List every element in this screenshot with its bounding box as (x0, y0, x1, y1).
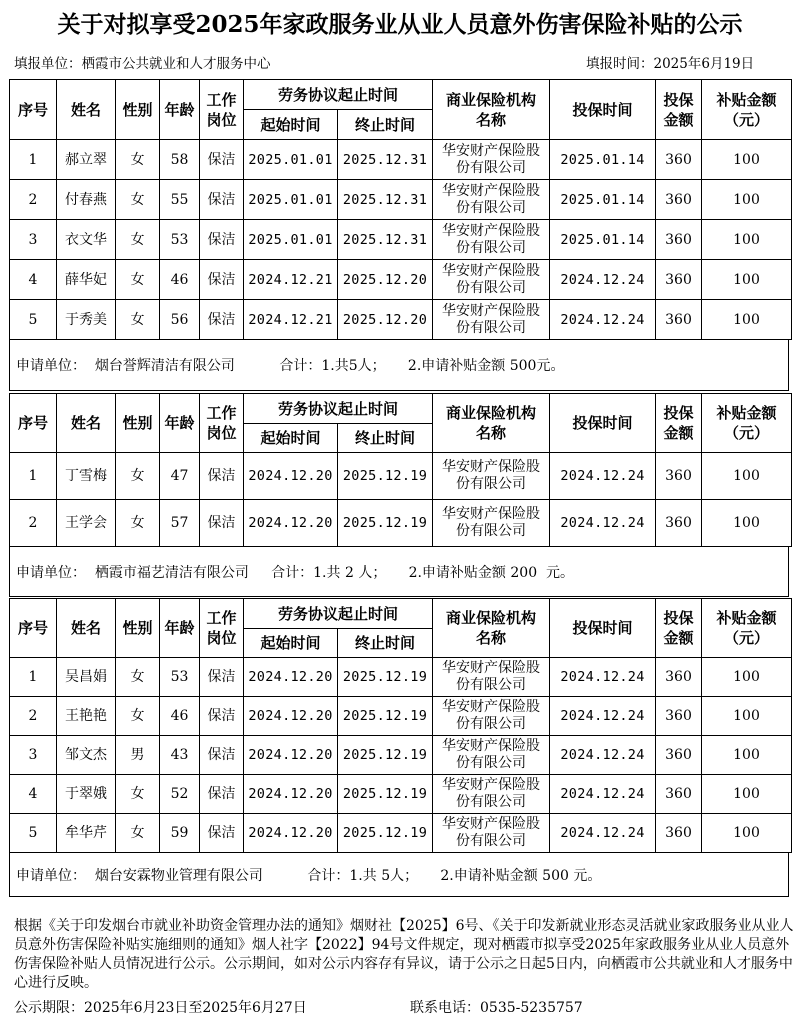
header-age: 年龄 (160, 80, 200, 140)
row-subsidy: 100 (702, 658, 792, 697)
header-contract-period: 劳务协议起止时间 (244, 599, 433, 629)
row-end-date: 2025.12.31 (338, 140, 433, 180)
row-no: 5 (10, 814, 57, 853)
row-age: 56 (160, 300, 200, 340)
header-premium: 投保金额 (656, 599, 702, 658)
header-end-date: 终止时间 (338, 629, 433, 658)
row-end-date: 2025.12.19 (338, 697, 433, 736)
row-subsidy: 100 (702, 300, 792, 340)
header-insurer: 商业保险机构名称 (433, 599, 550, 658)
row-start-date: 2024.12.20 (244, 736, 338, 775)
fill-unit: 填报单位：栖霞市公共就业和人才服务中心 (14, 56, 271, 72)
row-post: 保洁 (200, 658, 244, 697)
row-subsidy: 100 (702, 500, 792, 547)
row-gender: 女 (116, 260, 160, 300)
row-insurer: 华安财产保险股份有限公司 (433, 658, 550, 697)
row-premium: 360 (656, 697, 702, 736)
header-insurer: 商业保险机构名称 (433, 80, 550, 140)
row-insure-date: 2024.12.24 (550, 300, 656, 340)
row-start-date: 2025.01.01 (244, 140, 338, 180)
row-no: 3 (10, 220, 57, 260)
table-row (10, 658, 792, 697)
row-insurer: 华安财产保险股份有限公司 (433, 775, 550, 814)
row-end-date: 2025.12.31 (338, 220, 433, 260)
header-subsidy: 补贴金额（元） (702, 394, 792, 453)
row-no: 4 (10, 260, 57, 300)
row-gender: 女 (116, 814, 160, 853)
header-start-date: 起始时间 (244, 629, 338, 658)
row-gender: 女 (116, 453, 160, 500)
row-post: 保洁 (200, 814, 244, 853)
row-gender: 男 (116, 736, 160, 775)
row-premium: 360 (656, 300, 702, 340)
table-row (10, 180, 792, 220)
header-insure-date: 投保时间 (550, 599, 656, 658)
row-age: 46 (160, 260, 200, 300)
row-premium: 360 (656, 814, 702, 853)
row-subsidy: 100 (702, 453, 792, 500)
row-name: 王艳艳 (57, 697, 116, 736)
row-end-date: 2025.12.19 (338, 736, 433, 775)
row-end-date: 2025.12.19 (338, 500, 433, 547)
row-insure-date: 2024.12.24 (550, 775, 656, 814)
table-row (10, 220, 792, 260)
row-name: 于秀美 (57, 300, 116, 340)
header-name: 姓名 (57, 394, 116, 453)
row-premium: 360 (656, 220, 702, 260)
row-premium: 360 (656, 736, 702, 775)
row-subsidy: 100 (702, 140, 792, 180)
row-post: 保洁 (200, 300, 244, 340)
row-start-date: 2025.01.01 (244, 180, 338, 220)
row-no: 4 (10, 775, 57, 814)
row-subsidy: 100 (702, 697, 792, 736)
row-insurer: 华安财产保险股份有限公司 (433, 500, 550, 547)
header-contract-period: 劳务协议起止时间 (244, 394, 433, 424)
header-age: 年龄 (160, 599, 200, 658)
row-post: 保洁 (200, 453, 244, 500)
row-gender: 女 (116, 220, 160, 260)
row-no: 1 (10, 453, 57, 500)
table-row (10, 453, 792, 500)
table-row (10, 140, 792, 180)
row-age: 52 (160, 775, 200, 814)
row-insurer: 华安财产保险股份有限公司 (433, 814, 550, 853)
row-insurer: 华安财产保险股份有限公司 (433, 300, 550, 340)
row-age: 53 (160, 220, 200, 260)
row-gender: 女 (116, 140, 160, 180)
notice-text: 根据《关于印发烟台市就业补助资金管理办法的通知》烟财社【2025】6号、《关于印发新就业形态灵活就业家政服务业从业人员意外伤害保险补贴实施细则的通知》烟人社字【2022】94号文件规定，现对栖霞市拟享受2025年家政服务业从业人员意外伤害保险补贴人员情况进行公示。公示期间，如对公示内容存有异议，请于公示之日起5日内，向栖霞市公共就业和人才服务中心进行反映。 (14, 918, 794, 991)
row-start-date: 2024.12.21 (244, 260, 338, 300)
row-insure-date: 2025.01.14 (550, 140, 656, 180)
header-gender: 性别 (116, 394, 160, 453)
header-no: 序号 (10, 80, 57, 140)
row-name: 于翠娥 (57, 775, 116, 814)
subsidy-table (9, 79, 792, 340)
row-end-date: 2025.12.19 (338, 814, 433, 853)
row-insurer: 华安财产保险股份有限公司 (433, 260, 550, 300)
row-end-date: 2025.12.31 (338, 180, 433, 220)
row-name: 丁雪梅 (57, 453, 116, 500)
header-gender: 性别 (116, 599, 160, 658)
header-no: 序号 (10, 394, 57, 453)
table-row (10, 260, 792, 300)
header-age: 年龄 (160, 394, 200, 453)
row-age: 43 (160, 736, 200, 775)
notice-period: 公示期限：2025年6月23日至2025年6月27日 (14, 1000, 307, 1016)
row-subsidy: 100 (702, 814, 792, 853)
row-insure-date: 2024.12.24 (550, 697, 656, 736)
row-premium: 360 (656, 453, 702, 500)
row-start-date: 2025.01.01 (244, 220, 338, 260)
header-post: 工作岗位 (200, 80, 244, 140)
row-age: 46 (160, 697, 200, 736)
header-name: 姓名 (57, 599, 116, 658)
row-post: 保洁 (200, 220, 244, 260)
row-insurer: 华安财产保险股份有限公司 (433, 453, 550, 500)
row-premium: 360 (656, 180, 702, 220)
row-premium: 360 (656, 500, 702, 547)
header-end-date: 终止时间 (338, 110, 433, 140)
header-post: 工作岗位 (200, 599, 244, 658)
row-premium: 360 (656, 260, 702, 300)
row-insure-date: 2024.12.24 (550, 736, 656, 775)
row-subsidy: 100 (702, 736, 792, 775)
row-no: 3 (10, 736, 57, 775)
row-no: 1 (10, 658, 57, 697)
row-no: 5 (10, 300, 57, 340)
row-name: 薛华妃 (57, 260, 116, 300)
row-name: 牟华芹 (57, 814, 116, 853)
row-gender: 女 (116, 775, 160, 814)
row-insure-date: 2025.01.14 (550, 220, 656, 260)
row-gender: 女 (116, 180, 160, 220)
fill-date: 填报时间：2025年6月19日 (586, 56, 755, 72)
table-row (10, 775, 792, 814)
row-end-date: 2025.12.20 (338, 300, 433, 340)
row-age: 47 (160, 453, 200, 500)
row-gender: 女 (116, 500, 160, 547)
header-post: 工作岗位 (200, 394, 244, 453)
row-start-date: 2024.12.20 (244, 775, 338, 814)
header-insurer: 商业保险机构名称 (433, 394, 550, 453)
row-gender: 女 (116, 697, 160, 736)
subsidy-table (9, 393, 792, 547)
subsidy-table (9, 598, 792, 853)
header-premium: 投保金额 (656, 394, 702, 453)
row-premium: 360 (656, 658, 702, 697)
row-premium: 360 (656, 140, 702, 180)
row-start-date: 2024.12.20 (244, 814, 338, 853)
table-row (10, 736, 792, 775)
row-end-date: 2025.12.19 (338, 775, 433, 814)
row-insurer: 华安财产保险股份有限公司 (433, 180, 550, 220)
row-name: 付春燕 (57, 180, 116, 220)
row-subsidy: 100 (702, 260, 792, 300)
header-start-date: 起始时间 (244, 424, 338, 453)
row-age: 53 (160, 658, 200, 697)
table-row (10, 300, 792, 340)
row-no: 2 (10, 697, 57, 736)
row-age: 59 (160, 814, 200, 853)
row-insure-date: 2025.01.14 (550, 180, 656, 220)
row-insure-date: 2024.12.24 (550, 453, 656, 500)
row-insure-date: 2024.12.24 (550, 814, 656, 853)
row-age: 57 (160, 500, 200, 547)
row-insurer: 华安财产保险股份有限公司 (433, 140, 550, 180)
header-contract-period: 劳务协议起止时间 (244, 80, 433, 110)
applicant-summary: 申请单位： 栖霞市福艺清洁有限公司 合计：1.共 2 人； 2.申请补贴金额 200 元。 (9, 547, 789, 597)
row-insurer: 华安财产保险股份有限公司 (433, 697, 550, 736)
row-age: 55 (160, 180, 200, 220)
row-post: 保洁 (200, 180, 244, 220)
table-row (10, 697, 792, 736)
header-end-date: 终止时间 (338, 424, 433, 453)
row-no: 2 (10, 500, 57, 547)
contact-phone: 联系电话：0535-5235757 (410, 1000, 583, 1016)
row-name: 邹文杰 (57, 736, 116, 775)
row-name: 吴昌娟 (57, 658, 116, 697)
row-post: 保洁 (200, 500, 244, 547)
row-start-date: 2024.12.20 (244, 500, 338, 547)
header-gender: 性别 (116, 80, 160, 140)
row-premium: 360 (656, 775, 702, 814)
row-name: 王学会 (57, 500, 116, 547)
row-no: 2 (10, 180, 57, 220)
row-insurer: 华安财产保险股份有限公司 (433, 220, 550, 260)
row-subsidy: 100 (702, 220, 792, 260)
row-insurer: 华安财产保险股份有限公司 (433, 736, 550, 775)
row-gender: 女 (116, 658, 160, 697)
row-post: 保洁 (200, 260, 244, 300)
row-insure-date: 2024.12.24 (550, 658, 656, 697)
row-end-date: 2025.12.19 (338, 453, 433, 500)
row-no: 1 (10, 140, 57, 180)
table-row (10, 500, 792, 547)
page-title: 关于对拟享受2025年家政服务业从业人员意外伤害保险补贴的公示 (57, 11, 743, 38)
header-premium: 投保金额 (656, 80, 702, 140)
row-subsidy: 100 (702, 775, 792, 814)
row-start-date: 2024.12.21 (244, 300, 338, 340)
row-subsidy: 100 (702, 180, 792, 220)
table-row (10, 814, 792, 853)
row-post: 保洁 (200, 140, 244, 180)
row-start-date: 2024.12.20 (244, 658, 338, 697)
applicant-summary: 申请单位： 烟台安霖物业管理有限公司 合计：1.共 5人； 2.申请补贴金额 500 元。 (9, 853, 789, 897)
header-insure-date: 投保时间 (550, 394, 656, 453)
row-end-date: 2025.12.20 (338, 260, 433, 300)
header-subsidy: 补贴金额（元） (702, 80, 792, 140)
header-start-date: 起始时间 (244, 110, 338, 140)
row-start-date: 2024.12.20 (244, 453, 338, 500)
row-age: 58 (160, 140, 200, 180)
row-gender: 女 (116, 300, 160, 340)
header-subsidy: 补贴金额（元） (702, 599, 792, 658)
row-post: 保洁 (200, 775, 244, 814)
row-post: 保洁 (200, 697, 244, 736)
header-name: 姓名 (57, 80, 116, 140)
applicant-summary: 申请单位： 烟台誉辉清洁有限公司 合计：1.共5人； 2.申请补贴金额 500元。 (9, 340, 789, 391)
row-start-date: 2024.12.20 (244, 697, 338, 736)
row-insure-date: 2024.12.24 (550, 260, 656, 300)
row-insure-date: 2024.12.24 (550, 500, 656, 547)
row-name: 郝立翠 (57, 140, 116, 180)
header-no: 序号 (10, 599, 57, 658)
row-post: 保洁 (200, 736, 244, 775)
row-end-date: 2025.12.19 (338, 658, 433, 697)
header-insure-date: 投保时间 (550, 80, 656, 140)
row-name: 衣文华 (57, 220, 116, 260)
